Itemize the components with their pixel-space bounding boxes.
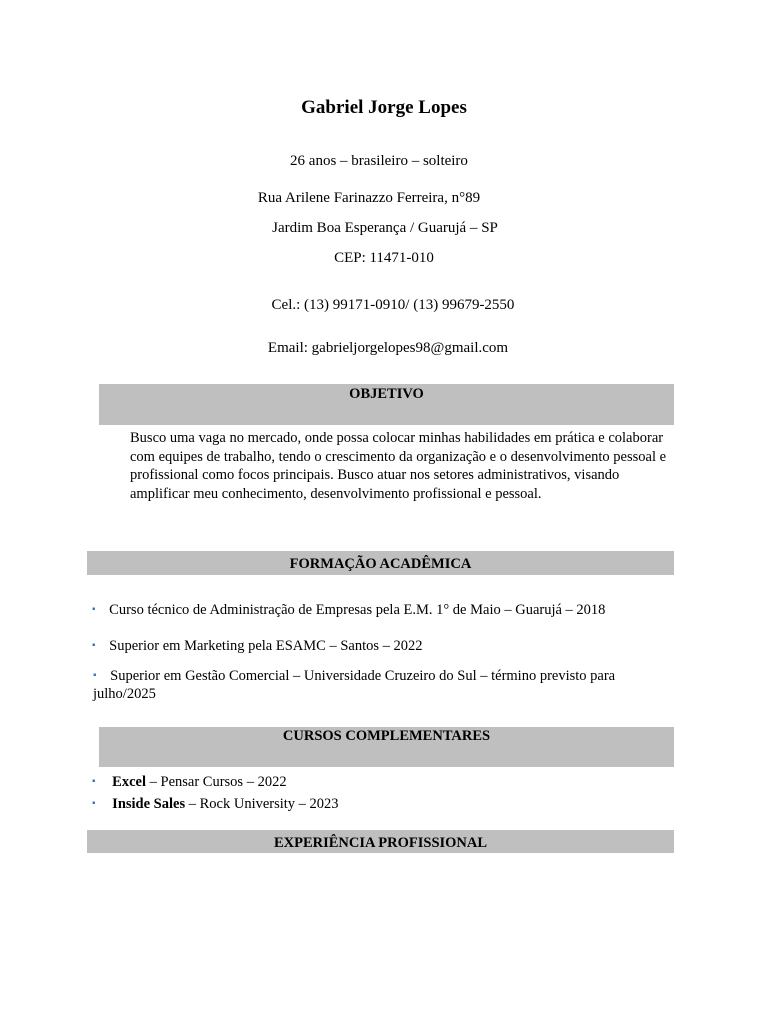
email-address: Email: gabrieljorgelopes98@gmail.com <box>267 340 509 356</box>
section-cursos-header <box>99 727 674 767</box>
square-bullet-icon: ▪ <box>93 670 97 681</box>
list-item <box>92 773 287 791</box>
curso-details: – Pensar Cursos – 2022 <box>146 774 287 790</box>
list-item <box>93 667 673 703</box>
personal-info: 26 anos – brasileiro – solteiro <box>290 153 468 169</box>
candidate-name: Gabriel Jorge Lopes <box>301 97 467 118</box>
list-item <box>92 637 423 655</box>
postal-code: CEP: 11471-010 <box>334 250 434 266</box>
formacao-item-1: Curso técnico de Administração de Empresas pela E.M. 1° de Maio – Guarujá – 2018 <box>109 602 606 618</box>
formacao-item-3: Superior em Gestão Comercial – Universidade Cruzeiro do Sul – término previsto para julho/2025 <box>93 668 616 702</box>
curso-name: Inside Sales <box>112 796 186 812</box>
address-line-1: Rua Arilene Farinazzo Ferreira, n°89 <box>257 190 481 206</box>
section-experiencia-title: EXPERIÊNCIA PROFISSIONAL <box>273 835 488 851</box>
square-bullet-icon: ▪ <box>92 798 96 809</box>
list-item <box>92 601 605 619</box>
section-objetivo-title: OBJETIVO <box>349 386 424 402</box>
curso-name: Excel <box>112 774 146 790</box>
section-cursos-title: CURSOS COMPLEMENTARES <box>282 728 491 744</box>
section-formacao-title: FORMAÇÃO ACADÊMICA <box>289 556 472 572</box>
curso-details: – Rock University – 2023 <box>185 796 339 812</box>
address-line-2: Jardim Boa Esperança / Guarujá – SP <box>272 220 498 236</box>
section-experiencia-header <box>87 830 674 853</box>
objetivo-text: Busco uma vaga no mercado, onde possa colocar minhas habilidades em prática e colaborar com equipes de trabalho, tendo o crescimento da organização e o desenvolvimento pessoal e profissional como focos principais. Busco atuar nos setores administrativos, visando amplificar meu conhecimento, desenvolvimento profissional e pessoal. <box>130 430 667 502</box>
square-bullet-icon: ▪ <box>92 604 96 615</box>
square-bullet-icon: ▪ <box>92 640 96 651</box>
section-objetivo-header <box>99 384 674 425</box>
list-item <box>92 795 339 813</box>
phone-numbers: Cel.: (13) 99171-0910/ (13) 99679-2550 <box>271 297 515 313</box>
section-formacao-header <box>87 551 674 575</box>
formacao-item-2: Superior em Marketing pela ESAMC – Santos – 2022 <box>109 638 423 654</box>
square-bullet-icon: ▪ <box>92 776 96 787</box>
